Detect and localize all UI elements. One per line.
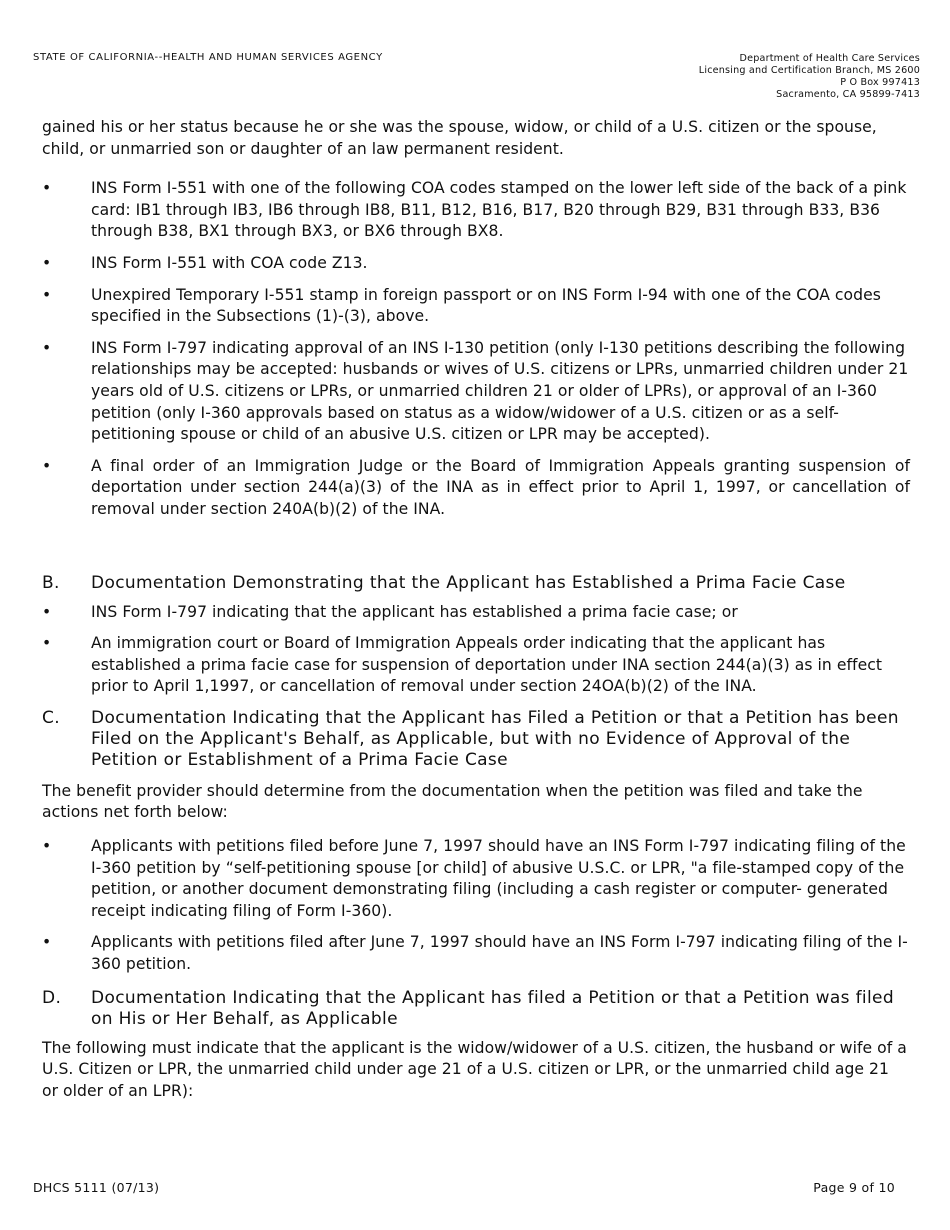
list-item (42, 932, 910, 975)
section-title: Documentation Indicating that the Applicant has Filed a Petition or that a Petition has been Filed on the Applicant's Behalf, as Applicable, but with no Evidence of Approval of the Petition or Establishment of a Prima Facie Case (91, 707, 899, 770)
bullet-icon: • (42, 837, 52, 856)
section-c-intro: The benefit provider should determine from the documentation when the petition was filed and take the actions net forth below: (42, 781, 863, 822)
department-address (699, 53, 920, 101)
bullet-icon: • (42, 456, 52, 475)
list-item-text: Unexpired Temporary I-551 stamp in foreign passport or on INS Form I-94 with one of the COA codes specified in the Subsections (1)-(3), above. (91, 285, 881, 326)
form-id: DHCS 5111 (07/13) (33, 1180, 160, 1195)
list-item-text: INS Form I-797 indicating that the applicant has established a prima facie case; or (91, 602, 738, 621)
document-body (42, 117, 910, 1102)
section-b-heading (42, 573, 910, 594)
dept-line: Sacramento, CA 95899-7413 (776, 89, 920, 100)
section-c-heading (42, 708, 910, 771)
section-letter: C. (42, 707, 60, 728)
section-letter: B. (42, 572, 60, 593)
list-item-text: Applicants with petitions filed before June 7, 1997 should have an INS Form I-797 indicating filing of the I-360 petition by “self-petitioning spouse [or child] of abusive U.S.C. or LPR, "a file-stamped copy of the petition, or another document demonstrating filing (including a cash register or computer- generated receipt indicating filing of Form I-360). (91, 837, 906, 920)
bullet-icon: • (42, 285, 52, 304)
list-item (42, 836, 910, 922)
list-item (42, 456, 910, 521)
section-d-intro: The following must indicate that the applicant is the widow/widower of a U.S. citizen, the husband or wife of a U.S. Citizen or LPR, the unmarried child under age 21 of a U.S. citizen or LPR, or the unmarried child age 21 or older of an LPR): (42, 1038, 907, 1100)
section-c-bullet-list (42, 836, 910, 976)
section-letter: D. (42, 987, 62, 1008)
bullet-icon: • (42, 253, 52, 272)
dept-line: Department of Health Care Services (739, 53, 920, 64)
section-b-bullet-list (42, 602, 910, 698)
list-item (42, 602, 910, 624)
list-item (42, 633, 910, 698)
bullet-icon: • (42, 338, 52, 357)
agency-header: STATE OF CALIFORNIA--HEALTH AND HUMAN SERVICES AGENCY (33, 52, 383, 63)
list-item (42, 253, 910, 275)
intro-bullet-list (42, 178, 910, 520)
bullet-icon: • (42, 933, 52, 952)
list-item-text: INS Form I-551 with one of the following COA codes stamped on the lower left side of the back of a pink card: IB1 through IB3, IB6 through IB8, B11, B12, B16, B17, B20 through B29, B31 through B33, B36 through B38, BX1 through BX3, or BX6 through BX8. (91, 179, 907, 241)
list-item-text: An immigration court or Board of Immigration Appeals order indicating that the applicant has established a prima facie case for suspension of deportation under INA section 244(a)(3) as in effect prior to April 1,1997, or cancellation of removal under section 24OA(b)(2) of the INA. (91, 634, 883, 696)
list-item-text: INS Form I-797 indicating approval of an INS I-130 petition (only I-130 petitions describing the following relationships may be accepted: husbands or wives of U.S. citizens or LPRs, unmarried children under 21 years old of U.S. citizens or LPRs, or unmarried children 21 or older of LPRs), or approval of an I-360 petition (only I-360 approvals based on status as a widow/widower of a U.S. citizen or as a self-petitioning spouse or child of an abusive U.S. citizen or LPR may be accepted). (91, 338, 909, 444)
intro-paragraph: gained his or her status because he or she was the spouse, widow, or child of a U.S. citizen or the spouse, child, or unmarried son or daughter of an law permanent resident. (42, 118, 877, 158)
section-title: Documentation Demonstrating that the Applicant has Established a Prima Facie Case (91, 572, 846, 593)
list-item-text: INS Form I-551 with COA code Z13. (91, 253, 368, 272)
page-number: Page 9 of 10 (813, 1180, 895, 1195)
list-item (42, 178, 910, 243)
section-title: Documentation Indicating that the Applicant has filed a Petition or that a Petition was filed on His or Her Behalf, as Applicable (91, 987, 895, 1029)
dept-line: P O Box 997413 (840, 77, 920, 88)
section-d-heading (42, 988, 910, 1030)
list-item (42, 338, 910, 446)
dept-line: Licensing and Certification Branch, MS 2600 (698, 65, 920, 76)
bullet-icon: • (42, 634, 52, 653)
bullet-icon: • (42, 602, 52, 621)
list-item-text: Applicants with petitions filed after June 7, 1997 should have an INS Form I-797 indicating filing of the I-360 petition. (91, 933, 908, 974)
bullet-icon: • (42, 179, 52, 198)
list-item-text: A final order of an Immigration Judge or the Board of Immigration Appeals granting suspension of deportation under section 244(a)(3) of the INA as in effect prior to April 1, 1997, or cancellation of removal under section 240A(b)(2) of the INA. (91, 456, 910, 518)
list-item (42, 285, 910, 328)
